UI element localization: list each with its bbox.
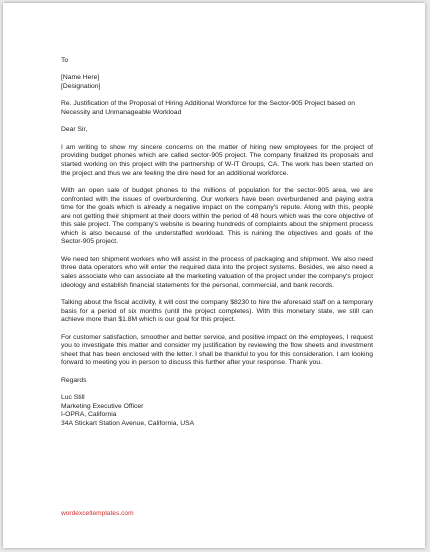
signature-address: 34A Stickart Station Avenue, California, USA [61,419,195,427]
footer-website-link[interactable]: wordexceltemplates.com [61,510,134,517]
to-line: To [61,57,69,64]
letter-page [3,3,425,548]
paragraph-5: For customer satisfaction, smoother and better service, and positive impact on the employees, I request you to investigate this matter and consider my justification by reviewing the flow sheets and investment sheet that has been enclosed with the letter. I shall be thankful to you for this consideration. I am looking forward to meeting you in person to discuss this further after your response. Thank you. [61,333,373,367]
letter-body [61,57,373,429]
paragraph-4: Talking about the fiscal acclivity, it will cost the company $8230 to hire the aforesaid staff on a temporary basis for a period of six months (until the project completes). With this monetary state, we still can achieve more than $1.8M which is our goal for this project. [61,299,373,324]
paragraph-2: With an open sale of budget phones to the millions of population for the sector-905 area, we are confronted with the issues of overburdening. Our workers have been overburdened and paying extra time for the goals which is already a negative impact on the company's repute. Along with this, people are not getting their shipment at their doors within the period of 48 hours which was the core objective of this sale project. The company's website is bearing hundreds of complaints about the shipment process which is also because of the understaffed workload. This is ruining the objectives and goals of the Sector-905 project. [61,186,373,246]
paragraph-1: I am writing to show my sincere concerns on the matter of hiring new employees for the project of providing budget phones which are called sector-905 project. The company finalized its proposals and started working on this project with the partnership of W-IT Groups, CA. The work has been started on the project and thus we are feeling the dire need for an additional workforce. [61,143,373,177]
signature-name: Luc Still [61,394,85,402]
salutation: Dear Sir, [61,126,88,134]
closing: Regards [61,376,87,384]
recipient-name: [Name Here] [61,74,100,82]
signature-title: Marketing Executive Officer [61,402,144,410]
recipient-designation: [Designation] [61,82,101,90]
subject-line: Re. Justification of the Proposal of Hiring Additional Workforce for the Sector-905 Project based on Necessity and Unmanageable Workload [61,100,356,116]
signature-company: I-OPRA, California [61,411,117,419]
paragraph-3: We need ten shipment workers who will assist in the process of packaging and shipment. We also need three data operators who will enter the required data into the project systems. Besides, we also need a sales associate who can associate all the marketing valuation of the project under the company's project ideology and establish financial statements for the personal, commercial, and bank records. [61,255,373,289]
